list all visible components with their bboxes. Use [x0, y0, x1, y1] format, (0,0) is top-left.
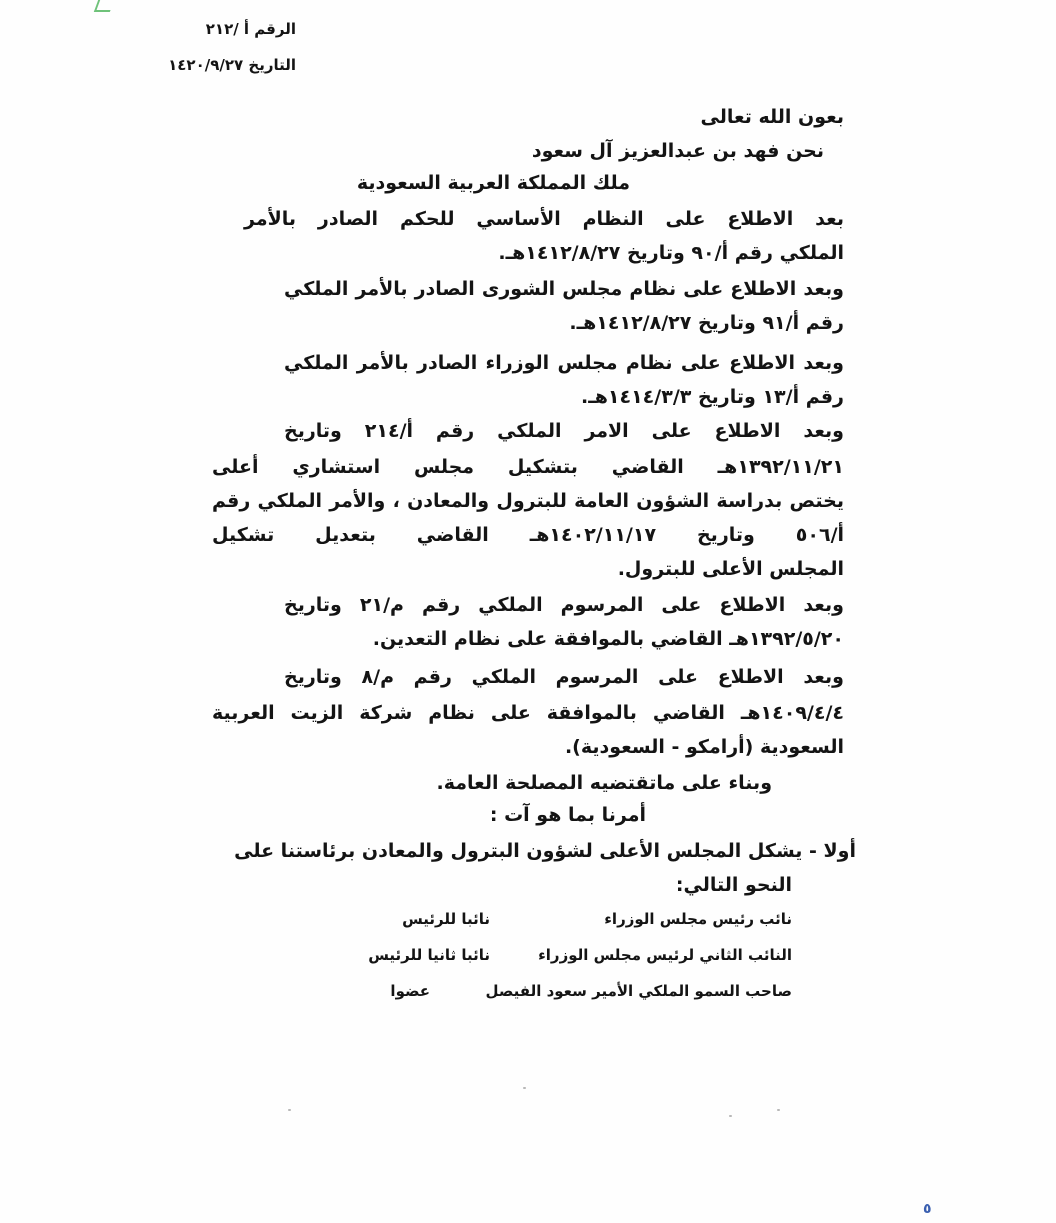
body-line-10: أ/٥٠٦ وتاريخ ١٤٠٢/١١/١٧هـ القاضي بتعديل تشكيل [212, 524, 845, 546]
body-line-18: أمرنا بما هو آت : [489, 804, 646, 826]
reference-number: الرقم أ /٢١٢ [205, 20, 296, 38]
king-name: نحن فهد بن عبدالعزيز آل سعود [531, 140, 824, 162]
body-line-16: السعودية (أرامكو - السعودية). [564, 736, 844, 758]
body-line-8: ١٣٩٢/١١/٢١هـ القاضي بتشكيل مجلس استشاري أعلى [212, 456, 844, 478]
body-line-3: وبعد الاطلاع على نظام مجلس الشورى الصادر بالأمر الملكي [284, 278, 844, 300]
body-line-9: يختص بدراسة الشؤون العامة للبترول والمعادن ، والأمر الملكي رقم [212, 490, 844, 512]
body-line-17: وبناء على ماتقتضيه المصلحة العامة. [436, 772, 772, 794]
body-line-5: وبعد الاطلاع على نظام مجلس الوزراء الصادر بالأمر الملكي [284, 352, 844, 374]
body-line-11: المجلس الأعلى للبترول. [617, 558, 844, 580]
king-title: ملك المملكة العربية السعودية [356, 172, 630, 194]
corner-check-mark [94, 0, 114, 12]
body-line-6: رقم أ/١٣ وتاريخ ١٤١٤/٣/٣هـ. [581, 386, 844, 408]
scan-speck [777, 1109, 780, 1111]
member-position-2: النائب الثاني لرئيس مجلس الوزراء [538, 946, 792, 964]
scan-speck [523, 1087, 526, 1089]
member-position-1: نائب رئيس مجلس الوزراء [604, 910, 792, 928]
body-line-13: ١٣٩٢/٥/٢٠هـ القاضي بالموافقة على نظام التعدين. [372, 628, 844, 650]
body-line-15: ١٤٠٩/٤/٤هـ القاضي بالموافقة على نظام شركة الزيت العربية [212, 702, 844, 724]
body-line-7: وبعد الاطلاع على الامر الملكي رقم أ/٢١٤ وتاريخ [284, 420, 844, 442]
page-number-mark: ٥ [923, 1201, 932, 1217]
body-line-19: أولا - يشكل المجلس الأعلى لشؤون البترول والمعادن برئاستنا على [234, 840, 856, 862]
body-line-12: وبعد الاطلاع على المرسوم الملكي رقم م/٢١ وتاريخ [284, 594, 844, 616]
body-line-20: النحو التالي: [675, 874, 792, 896]
scan-speck [288, 1109, 291, 1111]
member-role-2: نائبا ثانيا للرئيس [368, 946, 490, 964]
member-role-1: نائبا للرئيس [402, 910, 490, 928]
body-line-4: رقم أ/٩١ وتاريخ ١٤١٢/٨/٢٧هـ. [569, 312, 844, 334]
reference-date: التاريخ ١٤٢٠/٩/٢٧ [168, 56, 296, 74]
scan-speck [729, 1115, 732, 1117]
member-role-3: عضوا [390, 982, 430, 1000]
body-line-2: الملكي رقم أ/٩٠ وتاريخ ١٤١٢/٨/٢٧هـ. [498, 242, 844, 264]
member-position-3: صاحب السمو الملكي الأمير سعود الفيصل [485, 982, 792, 1000]
body-line-1: بعد الاطلاع على النظام الأساسي للحكم الصادر بالأمر [244, 208, 844, 230]
invocation: بعون الله تعالى [700, 106, 844, 128]
body-line-14: وبعد الاطلاع على المرسوم الملكي رقم م/٨ وتاريخ [284, 666, 844, 688]
